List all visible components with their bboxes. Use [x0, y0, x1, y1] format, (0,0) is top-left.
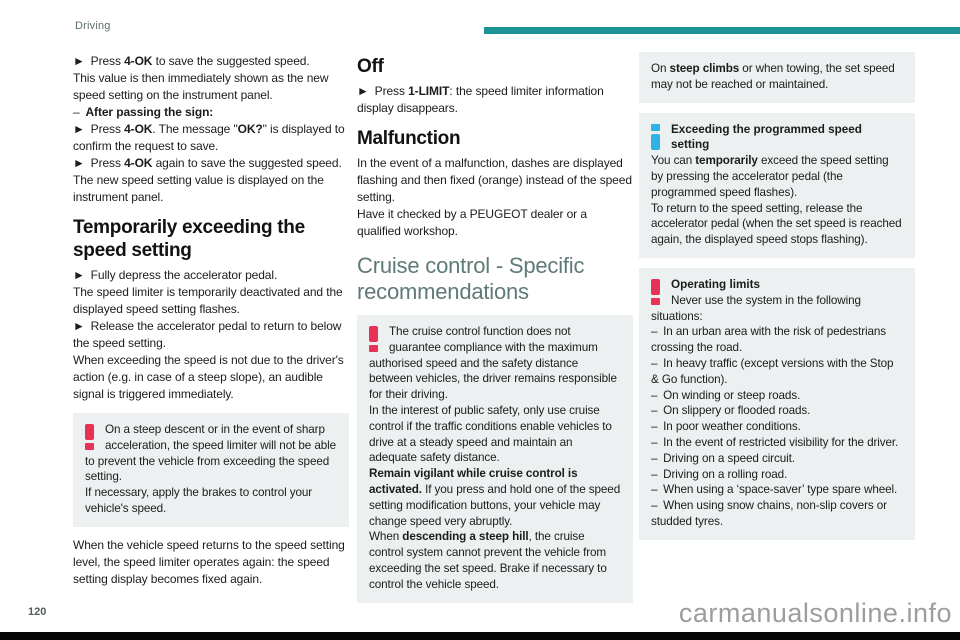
paragraph [73, 53, 349, 70]
paragraph [73, 70, 349, 104]
paragraph [73, 267, 349, 284]
box-title: Operating limits [671, 277, 760, 291]
paragraph [73, 537, 349, 588]
bold-text: OK? [237, 122, 263, 136]
text: : the speed limiter information display disappears. [357, 84, 604, 115]
bold-text: 1-LIMIT [408, 84, 450, 98]
text: On [651, 62, 670, 75]
box-paragraph [651, 356, 903, 388]
text: ► Release the accelerator pedal to return to below the speed setting. [73, 319, 342, 350]
text: – When using a ‘space-saver’ type spare wheel. [651, 483, 898, 497]
box-paragraph [651, 419, 903, 435]
text: – On winding or steep roads. [651, 388, 801, 402]
warning-icon [651, 279, 661, 305]
text: On a steep descent or in the event of sharp acceleration, the speed limiter will not be able to prevent the vehicle from exceeding the speed setting. [85, 423, 337, 484]
text: – Driving on a speed circuit. [651, 451, 795, 465]
watermark-text: carmanualsonline.info [678, 598, 952, 628]
box-title: Exceeding the programmed speed setting [671, 122, 862, 152]
text: or when towing, the set speed may not be reached or maintained. [651, 62, 895, 91]
text: – Driving on a rolling road. [651, 467, 788, 481]
box-paragraph [85, 485, 337, 517]
text: – In the event of restricted visibility for the driver. [651, 435, 899, 449]
text: ► Press [73, 122, 125, 136]
text: – In an urban area with the risk of pedestrians crossing the road. [651, 325, 887, 355]
box-paragraph [651, 467, 903, 483]
box-paragraph [651, 451, 903, 467]
text: When the vehicle speed returns to the speed setting level, the speed limiter operates again: the speed setting display becomes fixed again. [73, 537, 345, 586]
text: You can [651, 154, 696, 168]
warning-icon [369, 326, 379, 352]
paragraph [73, 284, 349, 318]
sub-heading: Off [357, 56, 384, 77]
paragraph [357, 155, 633, 206]
text: – On slippery or flooded roads. [651, 404, 811, 418]
paragraph [73, 121, 349, 155]
text: – When using snow chains, non-slip covers or studded tyres. [651, 499, 887, 528]
paragraph [73, 318, 349, 352]
warning-box [639, 268, 915, 540]
paragraph [73, 352, 349, 403]
bold-text: temporarily [695, 154, 758, 168]
text: To return to the speed setting, release the accelerator pedal (when the set speed is reached again, the displayed speed stops flashing). [651, 201, 902, 247]
box-paragraph [651, 482, 903, 498]
chapter-label: Driving [75, 20, 111, 32]
box-paragraph [651, 201, 903, 248]
bold-text: 4-OK [124, 54, 153, 68]
box-paragraph [85, 422, 337, 485]
box-paragraph [369, 403, 621, 466]
text: When [369, 530, 403, 544]
text: If necessary, apply the brakes to control your vehicle's speed. [85, 486, 313, 515]
box-paragraph [651, 324, 903, 356]
text: Have it checked by a PEUGEOT dealer or a qualified workshop. [357, 207, 587, 238]
bold-text: steep climbs [669, 62, 740, 75]
text: If you press and hold one of the speed setting modification buttons, your vehicle may change speed very abruptly. [369, 482, 621, 528]
box-paragraph [651, 61, 903, 93]
page-number: 120 [28, 606, 47, 618]
info-box [639, 113, 915, 258]
section-heading: Cruise control - Specific recommendations [357, 253, 585, 304]
text: ► Press [357, 84, 409, 98]
paragraph [357, 206, 633, 240]
box-paragraph [651, 403, 903, 419]
text: This value is then immediately shown as the new speed setting on the instrument panel. [73, 71, 329, 102]
text: " is displayed to confirm the request to save. [73, 122, 345, 153]
bold-text: After passing the sign: [85, 105, 214, 119]
box-paragraph [369, 324, 621, 403]
text: exceed the speed setting by pressing the accelerator pedal (the programmed speed flashes). [651, 154, 889, 199]
bold-text: descending a steep hill [402, 530, 529, 544]
text: – In heavy traffic (except versions with the Stop & Go function). [651, 356, 894, 386]
text: – [73, 105, 86, 119]
warning-box [357, 315, 633, 603]
plain-box [639, 52, 915, 103]
text: The cruise control function does not guarantee compliance with the maximum authorised speed and the safety distance between vehicles, the driver remains responsible for their driving. [369, 325, 617, 402]
text: . The message " [152, 122, 238, 136]
paragraph [357, 83, 633, 117]
box-paragraph [369, 529, 621, 592]
bold-text: Remain vigilant while cruise control is activated. [369, 467, 578, 496]
bold-text: 4-OK [124, 156, 153, 170]
paragraph [73, 155, 349, 206]
bold-text: 4-OK [124, 122, 153, 136]
text: The speed limiter is temporarily deactivated and the displayed speed setting flashes. [73, 285, 343, 316]
text: When exceeding the speed is not due to the driver's action (e.g. in case of a steep slope), an audible signal is triggered immediately. [73, 353, 344, 401]
text: – In poor weather conditions. [651, 420, 801, 434]
box-paragraph [369, 466, 621, 529]
sub-heading: Malfunction [357, 128, 461, 149]
text-column-1 [73, 53, 349, 588]
text: to save the suggested speed. [152, 54, 310, 68]
box-paragraph [651, 435, 903, 451]
text: , the cruise control system cannot prevent the vehicle from exceeding the set speed. Brake if necessary to control the vehicle speed. [369, 530, 607, 591]
box-paragraph [651, 388, 903, 404]
text: again to save the suggested speed. The new speed setting value is displayed on the instrument panel. [73, 156, 342, 204]
text: ► Press [73, 156, 125, 170]
text: ► Press [73, 54, 125, 68]
warning-box [73, 413, 349, 527]
text: In the event of a malfunction, dashes are displayed flashing and then fixed (orange) instead of the speed setting. [357, 156, 632, 204]
text-column-2 [357, 53, 633, 613]
box-paragraph [651, 153, 903, 200]
info-icon [651, 124, 661, 150]
box-paragraph [651, 293, 903, 325]
text: In the interest of public safety, only use cruise control if the traffic conditions enable vehicles to drive at a steady speed and maintain an adequate safety distance. [369, 403, 612, 465]
sub-heading: Temporarily exceeding the speed setting [73, 217, 305, 261]
paragraph [73, 104, 349, 121]
box-paragraph [651, 498, 903, 530]
header-accent-bar [484, 27, 960, 34]
text: Never use the system in the following situations: [651, 293, 861, 323]
warning-icon [85, 424, 95, 450]
bottom-black-bar [0, 632, 960, 640]
text: ► Fully depress the accelerator pedal. [73, 268, 278, 282]
text-column-3 [639, 53, 915, 550]
